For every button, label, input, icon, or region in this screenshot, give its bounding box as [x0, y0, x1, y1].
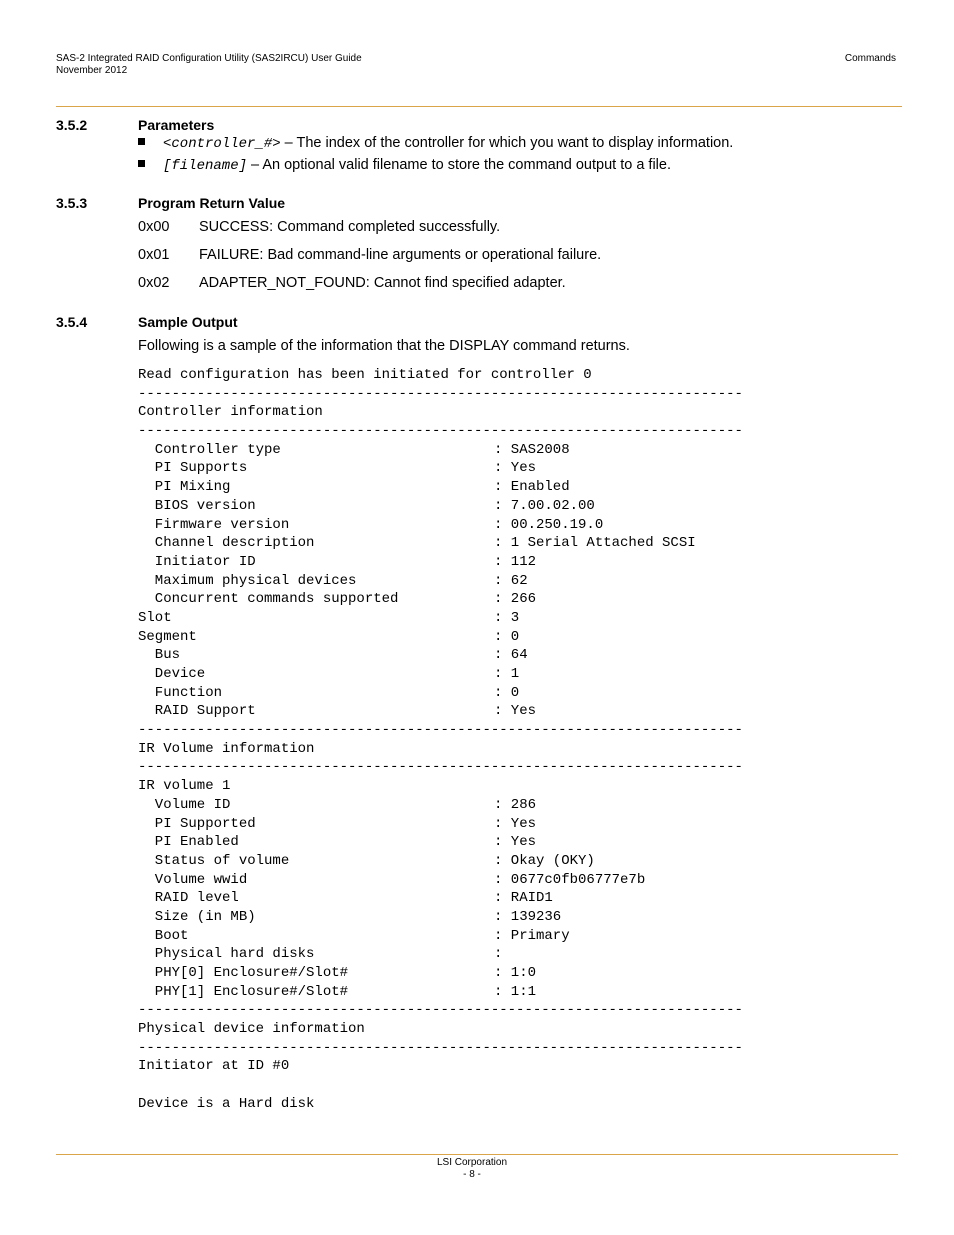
- section-number-parameters: 3.5.2: [56, 117, 88, 133]
- code-line-value: : 286: [494, 796, 537, 813]
- code-line-label: Controller type: [138, 441, 281, 458]
- code-line-label: Maximum physical devices: [138, 572, 357, 589]
- code-line: [138, 1057, 743, 1076]
- code-line: [138, 1039, 743, 1058]
- code-line-label: Boot: [138, 927, 189, 944]
- code-line-label: Function: [138, 684, 223, 701]
- code-line-label: Concurrent commands supported: [138, 591, 399, 608]
- code-line: [138, 403, 743, 422]
- code-line: [138, 983, 743, 1002]
- code-line-value: : Primary: [494, 927, 570, 944]
- header-divider: [56, 106, 902, 107]
- code-line: [138, 516, 743, 535]
- code-line-label: RAID level: [138, 890, 239, 907]
- code-line-label: ------------------------------------------------------------------------: [138, 423, 743, 440]
- sample-output-intro: Following is a sample of the information that the DISPLAY command returns.: [138, 338, 630, 354]
- return-code: 0x02: [138, 275, 170, 291]
- code-line: [138, 497, 743, 516]
- code-line: [138, 889, 743, 908]
- code-line: [138, 366, 743, 385]
- code-line-label: Controller information: [138, 404, 323, 421]
- parameter-name: <controller_#>: [163, 136, 281, 152]
- code-line-label: Volume ID: [138, 796, 231, 813]
- page-header-left: [56, 53, 362, 77]
- code-line-value: : Enabled: [494, 479, 570, 496]
- code-line: [138, 833, 743, 852]
- code-line: [138, 702, 743, 721]
- code-line-label: Physical device information: [138, 1021, 365, 1038]
- section-title-return-value: Program Return Value: [138, 195, 286, 211]
- return-description: ADAPTER_NOT_FOUND: Cannot find specified adapter.: [199, 275, 566, 291]
- code-line: [138, 815, 743, 834]
- code-line: [138, 796, 743, 815]
- section-number-sample-output: 3.5.4: [56, 314, 88, 330]
- code-line-value: : Okay (OKY): [494, 852, 595, 869]
- return-value-row: [138, 219, 500, 235]
- code-line: [138, 1001, 743, 1020]
- code-line: [138, 1095, 743, 1114]
- code-line: [138, 740, 743, 759]
- code-line: [138, 1076, 743, 1095]
- code-line: [138, 385, 743, 404]
- code-line-value: : 1 Serial Attached SCSI: [494, 535, 696, 552]
- code-line-label: ------------------------------------------------------------------------: [138, 759, 743, 776]
- code-line-label: BIOS version: [138, 497, 256, 514]
- code-line: [138, 590, 743, 609]
- return-value-row: [138, 275, 566, 291]
- parameter-description: – The index of the controller for which you want to display information.: [280, 135, 734, 151]
- code-line: [138, 927, 743, 946]
- code-line: [138, 871, 743, 890]
- code-line-label: Physical hard disks: [138, 946, 315, 963]
- code-line-label: IR Volume information: [138, 740, 315, 757]
- code-line-label: Slot: [138, 609, 172, 626]
- code-line-value: : 62: [494, 572, 528, 589]
- code-line: [138, 945, 743, 964]
- code-line: [138, 665, 743, 684]
- parameter-bullet: [138, 135, 733, 152]
- return-description: SUCCESS: Command completed successfully.: [199, 219, 501, 235]
- code-line-label: Volume wwid: [138, 871, 248, 888]
- code-line-value: : Yes: [494, 460, 537, 477]
- code-line: [138, 1020, 743, 1039]
- code-line: [138, 684, 743, 703]
- code-line-value: : 64: [494, 647, 528, 664]
- footer-company: LSI Corporation: [436, 1157, 508, 1168]
- code-line: [138, 534, 743, 553]
- code-line-value: : 00.250.19.0: [494, 516, 604, 533]
- code-line-label: Bus: [138, 647, 181, 664]
- code-line-label: Read configuration has been initiated for controller 0: [138, 367, 592, 383]
- code-line: [138, 478, 743, 497]
- return-code: 0x00: [138, 219, 170, 235]
- code-line-label: IR volume 1: [138, 778, 231, 795]
- code-line-value: :: [494, 946, 503, 963]
- code-line-value: : Yes: [494, 815, 537, 832]
- code-line-label: ------------------------------------------------------------------------: [138, 385, 743, 402]
- code-line-value: : 112: [494, 553, 537, 570]
- code-line: [138, 777, 743, 796]
- code-line: [138, 441, 743, 460]
- code-line-label: Initiator at ID #0: [138, 1058, 290, 1075]
- code-line-label: Status of volume: [138, 852, 290, 869]
- footer-divider: [56, 1154, 898, 1155]
- parameter-description: – An optional valid filename to store the command output to a file.: [247, 157, 671, 173]
- code-line-label: ------------------------------------------------------------------------: [138, 722, 743, 739]
- code-line-value: : 7.00.02.00: [494, 497, 595, 514]
- document-title: SAS-2 Integrated RAID Configuration Utility (SAS2IRCU) User Guide: [56, 53, 362, 64]
- code-line: [138, 721, 743, 740]
- code-line: [138, 852, 743, 871]
- code-line-value: : 266: [494, 591, 537, 608]
- code-line-value: : 3: [494, 609, 520, 626]
- code-line: [138, 758, 743, 777]
- code-line-label: PHY[0] Enclosure#/Slot#: [138, 965, 349, 981]
- page-header-section: Commands: [844, 53, 896, 64]
- code-line-value: : Yes: [494, 703, 537, 720]
- code-line-value: : 1: [494, 666, 520, 682]
- return-value-row: [138, 247, 601, 263]
- code-line-label: PI Mixing: [138, 479, 231, 496]
- section-title-sample-output: Sample Output: [138, 314, 238, 330]
- code-line-value: : 0: [494, 684, 520, 701]
- parameter-name: [filename]: [163, 158, 248, 174]
- code-line-label: Device is a Hard disk: [138, 1095, 315, 1112]
- return-description: FAILURE: Bad command-line arguments or operational failure.: [199, 247, 602, 263]
- bullet-square-icon: [138, 160, 145, 167]
- parameter-bullet: [138, 157, 671, 174]
- code-line-value: : 0: [494, 628, 520, 645]
- code-line: [138, 422, 743, 441]
- code-line-label: Size (in MB): [138, 908, 256, 925]
- code-line-label: Initiator ID: [138, 553, 256, 570]
- code-line: [138, 553, 743, 572]
- code-line-label: Device: [138, 666, 206, 682]
- code-line-value: : 1:1: [494, 983, 537, 1000]
- code-line-label: RAID Support: [138, 703, 256, 720]
- code-line-label: Segment: [138, 628, 197, 645]
- code-line-value: : 0677c0fb06777e7b: [494, 871, 646, 888]
- code-line-label: PI Supported: [138, 815, 256, 832]
- page-number: - 8 -: [463, 1169, 481, 1180]
- code-line: [138, 572, 743, 591]
- code-line-value: : Yes: [494, 834, 537, 851]
- code-line-label: ------------------------------------------------------------------------: [138, 1002, 743, 1019]
- code-line: [138, 459, 743, 478]
- code-line-label: ------------------------------------------------------------------------: [138, 1039, 743, 1056]
- code-line-label: PI Enabled: [138, 834, 239, 851]
- code-line: [138, 628, 743, 647]
- section-title-parameters: Parameters: [138, 117, 215, 133]
- code-line-label: PI Supports: [138, 460, 248, 477]
- document-date: November 2012: [56, 65, 128, 76]
- code-line-label: Channel description: [138, 535, 315, 552]
- return-code: 0x01: [138, 247, 170, 263]
- code-line-value: : RAID1: [494, 890, 553, 907]
- code-line: [138, 609, 743, 628]
- sample-output-code-block: [138, 366, 743, 1114]
- code-line-value: : 139236: [494, 908, 562, 925]
- code-line-value: : 1:0: [494, 965, 537, 981]
- code-line: [138, 646, 743, 665]
- code-line-value: : SAS2008: [494, 441, 570, 458]
- code-line-label: PHY[1] Enclosure#/Slot#: [138, 983, 349, 1000]
- code-line-label: Firmware version: [138, 516, 290, 533]
- bullet-square-icon: [138, 138, 145, 145]
- code-line: [138, 908, 743, 927]
- section-number-return-value: 3.5.3: [56, 195, 88, 211]
- code-line: [138, 964, 743, 983]
